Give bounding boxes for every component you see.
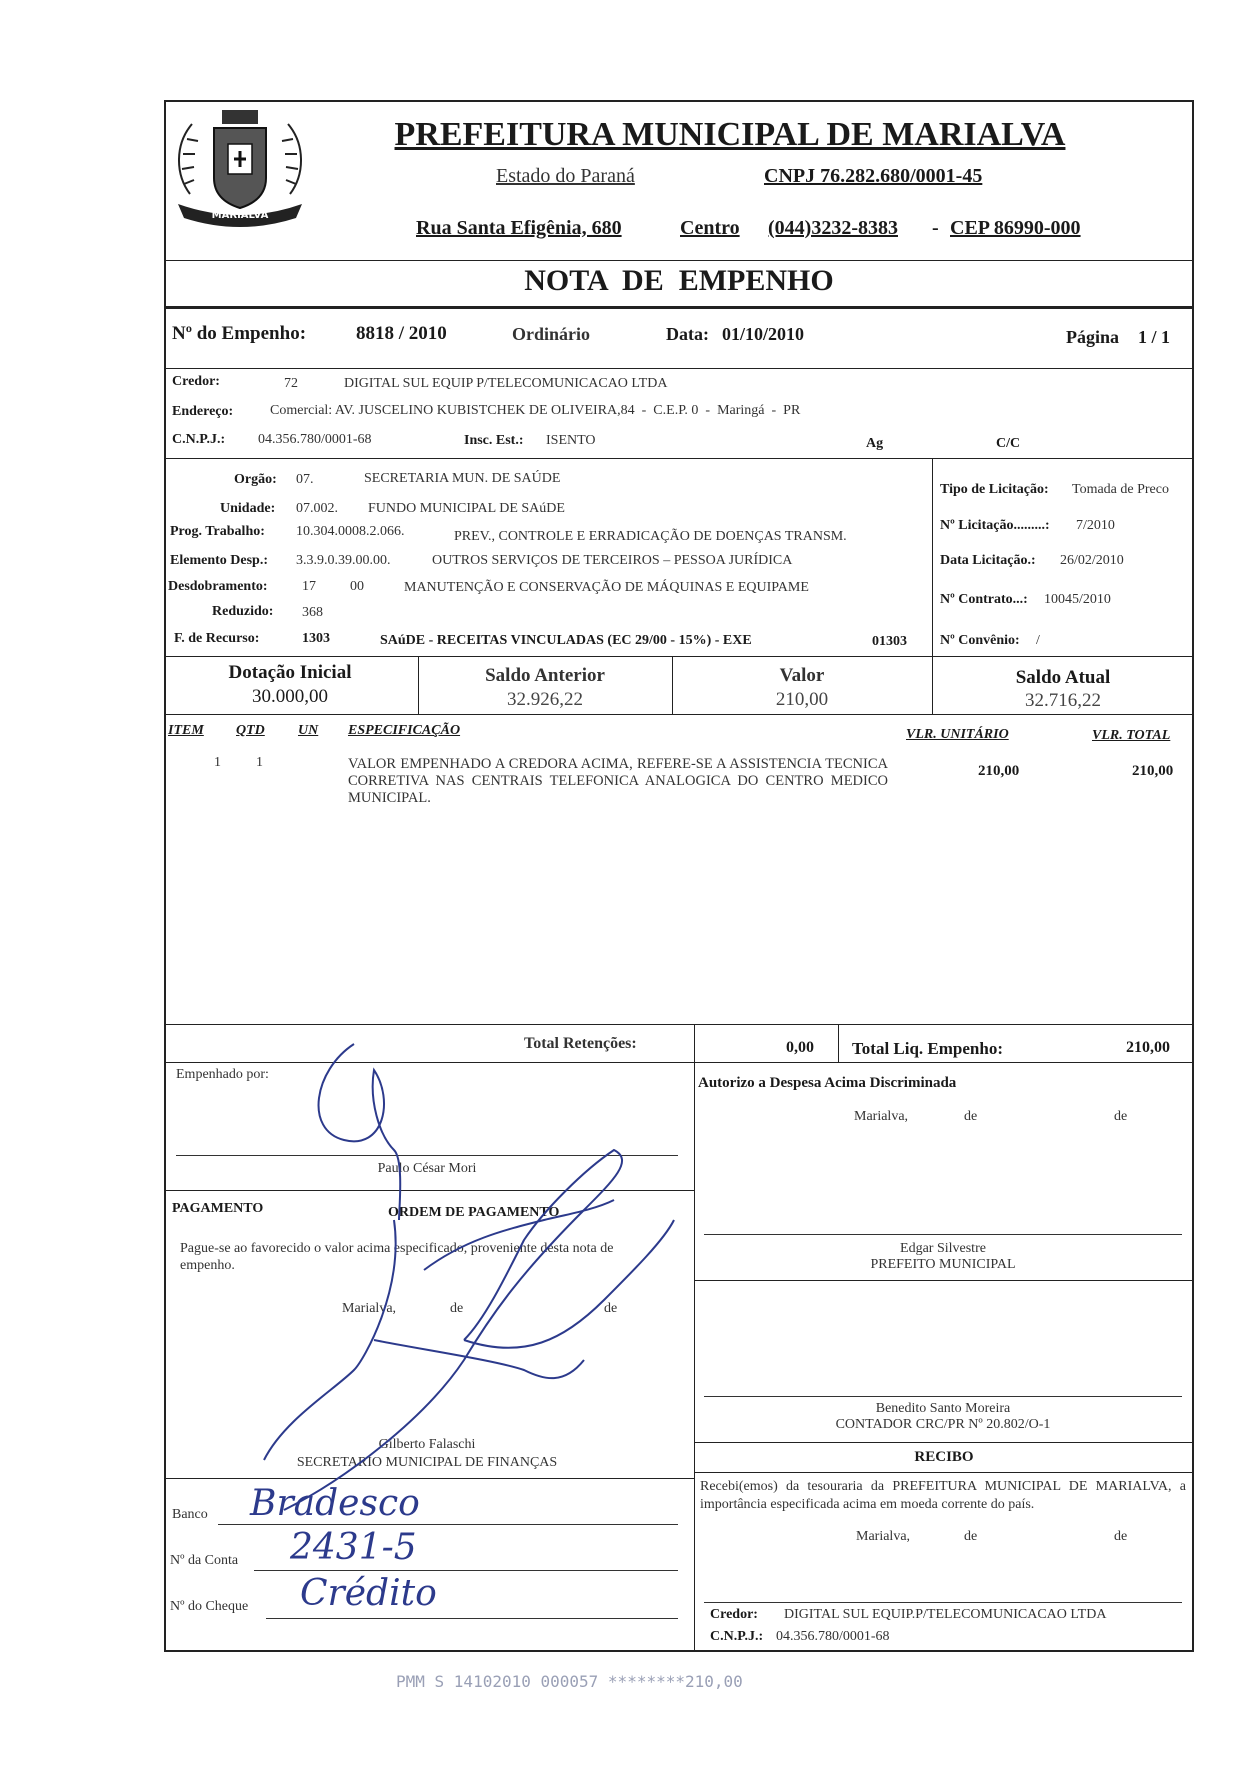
pagamento-text: Pague-se ao favorecido o valor acima especificado, proveniente desta nota de empenho. [180,1241,614,1273]
recibo-text: Recebi(emos) da tesouraria da PREFEITURA MUNICIPAL DE MARIALVA, a importância especificada acima em moeda corrente do país. [700,1479,1186,1512]
col-espec-header: ESPECIFICAÇÃO [348,723,461,738]
total-liq-value: 210,00 [1126,1039,1170,1056]
elemento-code: 3.3.9.0.39.00.00. [296,553,391,568]
item-row-total-value: 210,00 [1132,763,1174,779]
recibo-de-2: de [1114,1529,1128,1544]
header-address: Rua Santa Efigênia, 680 [416,217,622,239]
recibo-city: Marialva, [856,1529,911,1544]
header-phone: (044)3232-8383 [768,217,898,239]
item-row-qtd: 1 [256,755,263,770]
desdobramento-sub: 00 [350,579,364,594]
recibo-label: RECIBO [914,1449,974,1465]
numero-licitacao-label: Nº Licitação.........: [940,518,1050,533]
signature-scribbles [164,1040,704,1560]
contrato-value: 10045/2010 [1044,592,1111,607]
empenho-type: Ordinário [512,324,591,344]
insc-label: Insc. Est.: [464,433,524,448]
pagamento-de-2: de [604,1301,618,1316]
col-total-header: VLR. TOTAL [1092,728,1171,743]
col-unit-header: VLR. UNITÁRIO [906,727,1009,742]
empenhado-por-label: Empenhado por: [176,1067,269,1082]
valor-label: Valor [779,665,825,686]
recurso-code: 1303 [302,631,330,646]
banco-label: Banco [172,1507,208,1522]
recibo-de-1: de [964,1529,978,1544]
item-row-specification: VALOR EMPENHADO A CREDORA ACIMA, REFERE-SE A ASSISTENCIA TECNICA CORRETIVA NAS CENTRAIS TELEFONICA ANALOGICA DO CENTRO MEDICO MUNICIPAL. [348,756,888,806]
credor-label: Credor: [172,374,220,389]
recurso-value: SAúDE - RECEITAS VINCULADAS (EC 29/00 - 15%) - EXE [380,633,752,648]
conta-value: 2431-5 [290,1527,417,1568]
cc-label: C/C [996,436,1021,451]
endereco-label: Endereço: [172,404,234,419]
prefeito-name: Edgar Silvestre [900,1241,986,1256]
prog-trabalho-code: 10.304.0008.2.066. [296,524,405,539]
desdobramento-label: Desdobramento: [168,579,268,594]
header-cep: CEP 86990-000 [950,217,1081,239]
numero-licitacao-value: 7/2010 [1076,518,1115,533]
credor-name: DIGITAL SUL EQUIP P/TELECOMUNICACAO LTDA [344,376,668,391]
unidade-code: 07.002. [296,501,338,516]
empenho-number: 8818 / 2010 [356,323,447,344]
contador-name: Benedito Santo Moreira [875,1401,1011,1416]
total-retencoes-label: Total Retenções: [524,1035,637,1052]
total-retencoes-value: 0,00 [786,1039,814,1056]
conta-label: Nº da Conta [170,1553,239,1568]
recurso-code-2: 01303 [872,634,907,649]
ordem-pagamento-label: ORDEM DE PAGAMENTO [388,1205,560,1220]
item-row-unit-value: 210,00 [978,763,1020,779]
saldo-anterior-label: Saldo Anterior [485,665,605,686]
col-qtd-header: QTD [236,723,265,738]
item-row-item: 1 [214,755,221,770]
elemento-label: Elemento Desp.: [170,553,268,568]
state-name: Estado do Paraná [496,165,635,187]
insc-value: ISENTO [546,433,596,448]
secretario-title: SECRETARIO MUNICIPAL DE FINANÇAS [296,1455,558,1470]
dotacao-inicial-value: 30.000,00 [252,686,328,707]
orgao-value: SECRETARIA MUN. DE SAÚDE [364,471,561,486]
prefeito-title: PREFEITO MUNICIPAL [870,1257,1016,1272]
orgao-label: Orgão: [234,472,277,487]
desdobramento-code: 17 [302,579,316,594]
endereco-value: Comercial: AV. JUSCELINO KUBISTCHEK DE OLIVEIRA,84 - C.E.P. 0 - Maringá - PR [270,403,801,418]
recurso-label: F. de Recurso: [174,631,260,646]
saldo-atual-label: Saldo Atual [1015,667,1111,688]
cnpj-label: C.N.P.J.: [172,432,226,447]
ag-label: Ag [866,436,884,451]
prog-trabalho-label: Prog. Trabalho: [170,524,265,539]
autorizo-city: Marialva, [854,1109,909,1124]
valor-value: 210,00 [775,689,829,710]
cheque-value: Crédito [300,1573,437,1614]
elemento-value: OUTROS SERVIÇOS DE TERCEIROS – PESSOA JURÍDICA [432,553,793,568]
convenio-label: Nº Convênio: [940,633,1020,648]
pagamento-city: Marialva, [342,1301,397,1316]
page-number-label: Página [1066,327,1120,347]
page-title: PREFEITURA MUNICIPAL DE MARIALVA [394,116,1066,153]
recibo-credor-value: DIGITAL SUL EQUIP.P/TELECOMUNICACAO LTDA [784,1607,1107,1622]
prog-trabalho-value: PREV., CONTROLE E ERRADICAÇÃO DE DOENÇAS TRANSM. [454,529,847,544]
data-licitacao-label: Data Licitação.: [940,553,1036,568]
empenho-number-label: Nº do Empenho: [172,323,307,344]
print-stamp: PMM S 14102010 000057 ********210,00 [396,1672,743,1691]
convenio-value: / [1036,633,1040,648]
col-un-header: UN [298,723,319,738]
recibo-cnpj-value: 04.356.780/0001-68 [776,1629,890,1644]
recibo-cnpj-label: C.N.P.J.: [710,1629,764,1644]
document-title: NOTA DE EMPENHO [524,264,834,297]
cheque-label: Nº do Cheque [170,1599,249,1614]
data-licitacao-value: 26/02/2010 [1060,553,1124,568]
contador-title: CONTADOR CRC/PR Nº 20.802/O-1 [835,1417,1051,1432]
autorizo-de-1: de [964,1109,978,1124]
header-cnpj: CNPJ 76.282.680/0001-45 [764,165,983,187]
pagamento-label: PAGAMENTO [172,1201,264,1216]
tipo-licitacao-label: Tipo de Licitação: [940,482,1049,497]
cnpj-value: 04.356.780/0001-68 [258,432,372,447]
unidade-value: FUNDO MUNICIPAL DE SAúDE [368,501,565,516]
reduzido-value: 368 [302,605,323,620]
orgao-code: 07. [296,472,314,487]
header-dash: - [932,217,939,239]
logo-banner-text: MARIALVA [211,210,269,221]
page-number: 1 / 1 [1138,327,1171,347]
recibo-credor-label: Credor: [710,1607,758,1622]
empenhado-por-name: Paulo César Mori [377,1161,477,1176]
col-item-header: ITEM [168,723,204,738]
unidade-label: Unidade: [220,501,276,516]
saldo-atual-value: 32.716,22 [1025,690,1101,711]
pagamento-de-1: de [450,1301,464,1316]
dotacao-inicial-label: Dotação Inicial [228,662,352,683]
credor-code: 72 [284,376,298,391]
desdobramento-value: MANUTENÇÃO E CONSERVAÇÃO DE MÁQUINAS E EQUIPAME [404,580,809,595]
empenho-date-label: Data: [666,324,709,344]
contrato-label: Nº Contrato...: [940,592,1028,607]
autorizo-de-2: de [1114,1109,1128,1124]
tipo-licitacao-value: Tomada de Preco [1072,482,1169,497]
saldo-anterior-value: 32.926,22 [507,689,583,710]
reduzido-label: Reduzido: [212,604,274,619]
total-liq-label: Total Liq. Empenho: [852,1039,1003,1058]
empenho-date: 01/10/2010 [722,324,805,344]
banco-value: Bradesco [250,1483,420,1524]
coat-of-arms-logo [170,104,310,234]
header-district: Centro [680,217,740,239]
secretario-name: Gilberto Falaschi [378,1437,476,1452]
autorizo-label: Autorizo a Despesa Acima Discriminada [698,1075,957,1091]
